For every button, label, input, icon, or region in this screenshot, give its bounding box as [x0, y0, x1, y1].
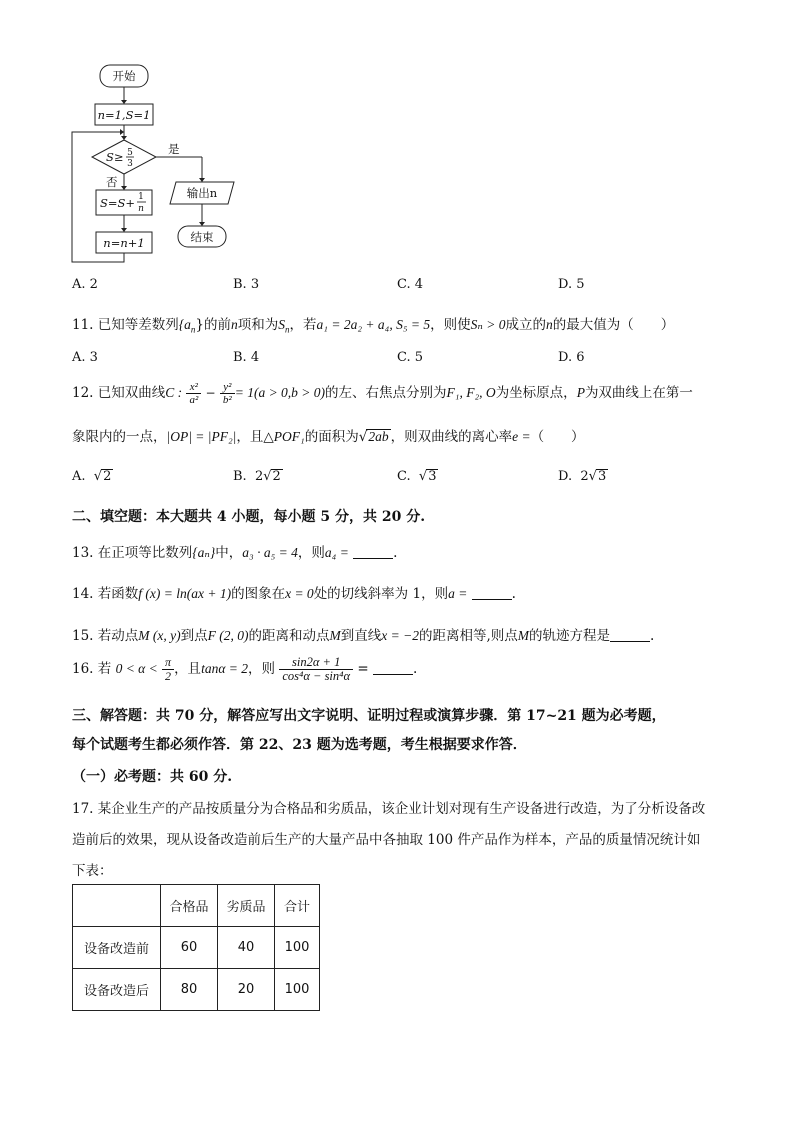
table-cell: 20	[218, 969, 275, 1011]
q13-answer-blank[interactable]	[353, 546, 393, 559]
q12-option-c[interactable]: C. √3	[397, 469, 437, 484]
table-header-cell	[73, 885, 161, 927]
q10-option-d[interactable]: D. 5	[558, 277, 585, 292]
q11-stem: 11. 已知等差数列$\{a_n\}$的前n项和为$S_n$，若a₁ = 2a₂ + a₄, S₅ = 5，则使Sₙ > 0成立的n的最大值为（ ）	[72, 317, 675, 335]
table-header-cell: 劣质品	[218, 885, 275, 927]
q17-line2: 造前后的效果，现从设备改造前后生产的大量产品中各抽取 100 件产品作为样本，产品的质量情况统计如	[72, 832, 701, 848]
table-header-cell: 合计	[275, 885, 320, 927]
flow-end-label: 结束	[190, 230, 214, 244]
flow-cond-label: S≥	[106, 150, 124, 164]
q15-answer-blank[interactable]	[610, 629, 650, 642]
q16-stem: 16. 若 0 < α < $\frac{\pi}{2}$ ，且tanα = 2，则 $\frac{\sin 2\alpha + 1}{\text{cos⁴α − sin⁴α}}$ = .	[72, 655, 418, 683]
q10-option-c[interactable]: C. 4	[397, 277, 424, 292]
q12-option-a[interactable]: A. √2	[72, 469, 112, 484]
flow-init-label: n=1,S=1	[97, 108, 151, 122]
q17-table	[72, 884, 320, 1011]
flow-yes-label: 是	[168, 142, 180, 156]
table-cell: 设备改造前	[73, 927, 161, 969]
table-cell: 60	[161, 927, 218, 969]
q11-option-c[interactable]: C. 5	[397, 350, 424, 365]
flow-update-s-num: 1	[138, 192, 144, 202]
table-cell: 100	[275, 969, 320, 1011]
flow-cond-num: 5	[127, 148, 133, 158]
q10-option-a[interactable]: A. 2	[72, 277, 98, 292]
q12-option-d[interactable]: D. 2√3	[558, 469, 607, 484]
flow-cond-den: 3	[127, 159, 133, 169]
flow-update-s-label: S=S+	[100, 196, 136, 210]
flow-no-label: 否	[106, 175, 118, 189]
table-row	[73, 969, 320, 1011]
section-solve-heading-line1: 三、解答题：共 70 分，解答应写出文字说明、证明过程或演算步骤．第 17~21 题为必考题，	[72, 708, 666, 724]
q12-stem-line1: 12. 已知双曲线C : $\frac{\text{x²}}{\text{a²}}$ − $\frac{\text{y²}}{\text{b²}}$ = 1(a > 0,b > 0)的左、右焦点分别为F₁, F₂, O为坐标原点，P为双曲线上在第一	[72, 381, 693, 406]
flowchart	[60, 60, 260, 270]
subsection-required-heading: （一）必考题：共 60 分.	[72, 769, 233, 785]
table-cell: 设备改造后	[73, 969, 161, 1011]
table-cell: 40	[218, 927, 275, 969]
table-row	[73, 927, 320, 969]
flow-update-n-label: n=n+1	[103, 236, 145, 250]
q17-line1: 17. 某企业生产的产品按质量分为合格品和劣质品，该企业计划对现有生产设备进行改造，为了分析设备改	[72, 801, 706, 817]
flow-output-label: 输出n	[186, 186, 218, 200]
q13-stem: 13. 在正项等比数列{aₙ}中，a₃ · a₅ = 4，则a₄ = .	[72, 545, 398, 561]
table-cell: 100	[275, 927, 320, 969]
q10-option-b[interactable]: B. 3	[233, 277, 260, 292]
q17-line3: 下表：	[72, 863, 113, 879]
q12-stem-line2: 象限内的一点，|OP| = |PF₂|，且△POF₁的面积为√2ab ，则双曲线的离心率e =（ ）	[72, 429, 585, 445]
q11-option-b[interactable]: B. 4	[233, 350, 260, 365]
section-fill-in-heading: 二、填空题：本大题共 4 小题，每小题 5 分，共 20 分.	[72, 509, 426, 525]
flow-decision-diamond	[92, 140, 156, 174]
q15-stem: 15. 若动点M (x, y)到点F (2, 0)的距离和动点M到直线x = −2的距离相等,则点M的轨迹方程是 .	[72, 628, 655, 644]
flow-start-label: 开始	[112, 69, 136, 83]
flow-update-s-den: n	[138, 204, 144, 214]
q11-option-a[interactable]: A. 3	[72, 350, 98, 365]
q11-option-d[interactable]: D. 6	[558, 350, 585, 365]
q14-answer-blank[interactable]	[472, 587, 512, 600]
section-solve-heading-line2: 每个试题考生都必须作答．第 22、23 题为选考题，考生根据要求作答．	[72, 737, 527, 753]
q12-option-b[interactable]: B. 2√2	[233, 469, 281, 484]
q14-stem: 14. 若函数f (x) = ln(ax + 1)的图象在x = 0处的切线斜率为 1，则a = .	[72, 586, 516, 602]
table-header-row	[73, 885, 320, 927]
q16-answer-blank[interactable]	[373, 662, 413, 675]
table-header-cell: 合格品	[161, 885, 218, 927]
table-cell: 80	[161, 969, 218, 1011]
